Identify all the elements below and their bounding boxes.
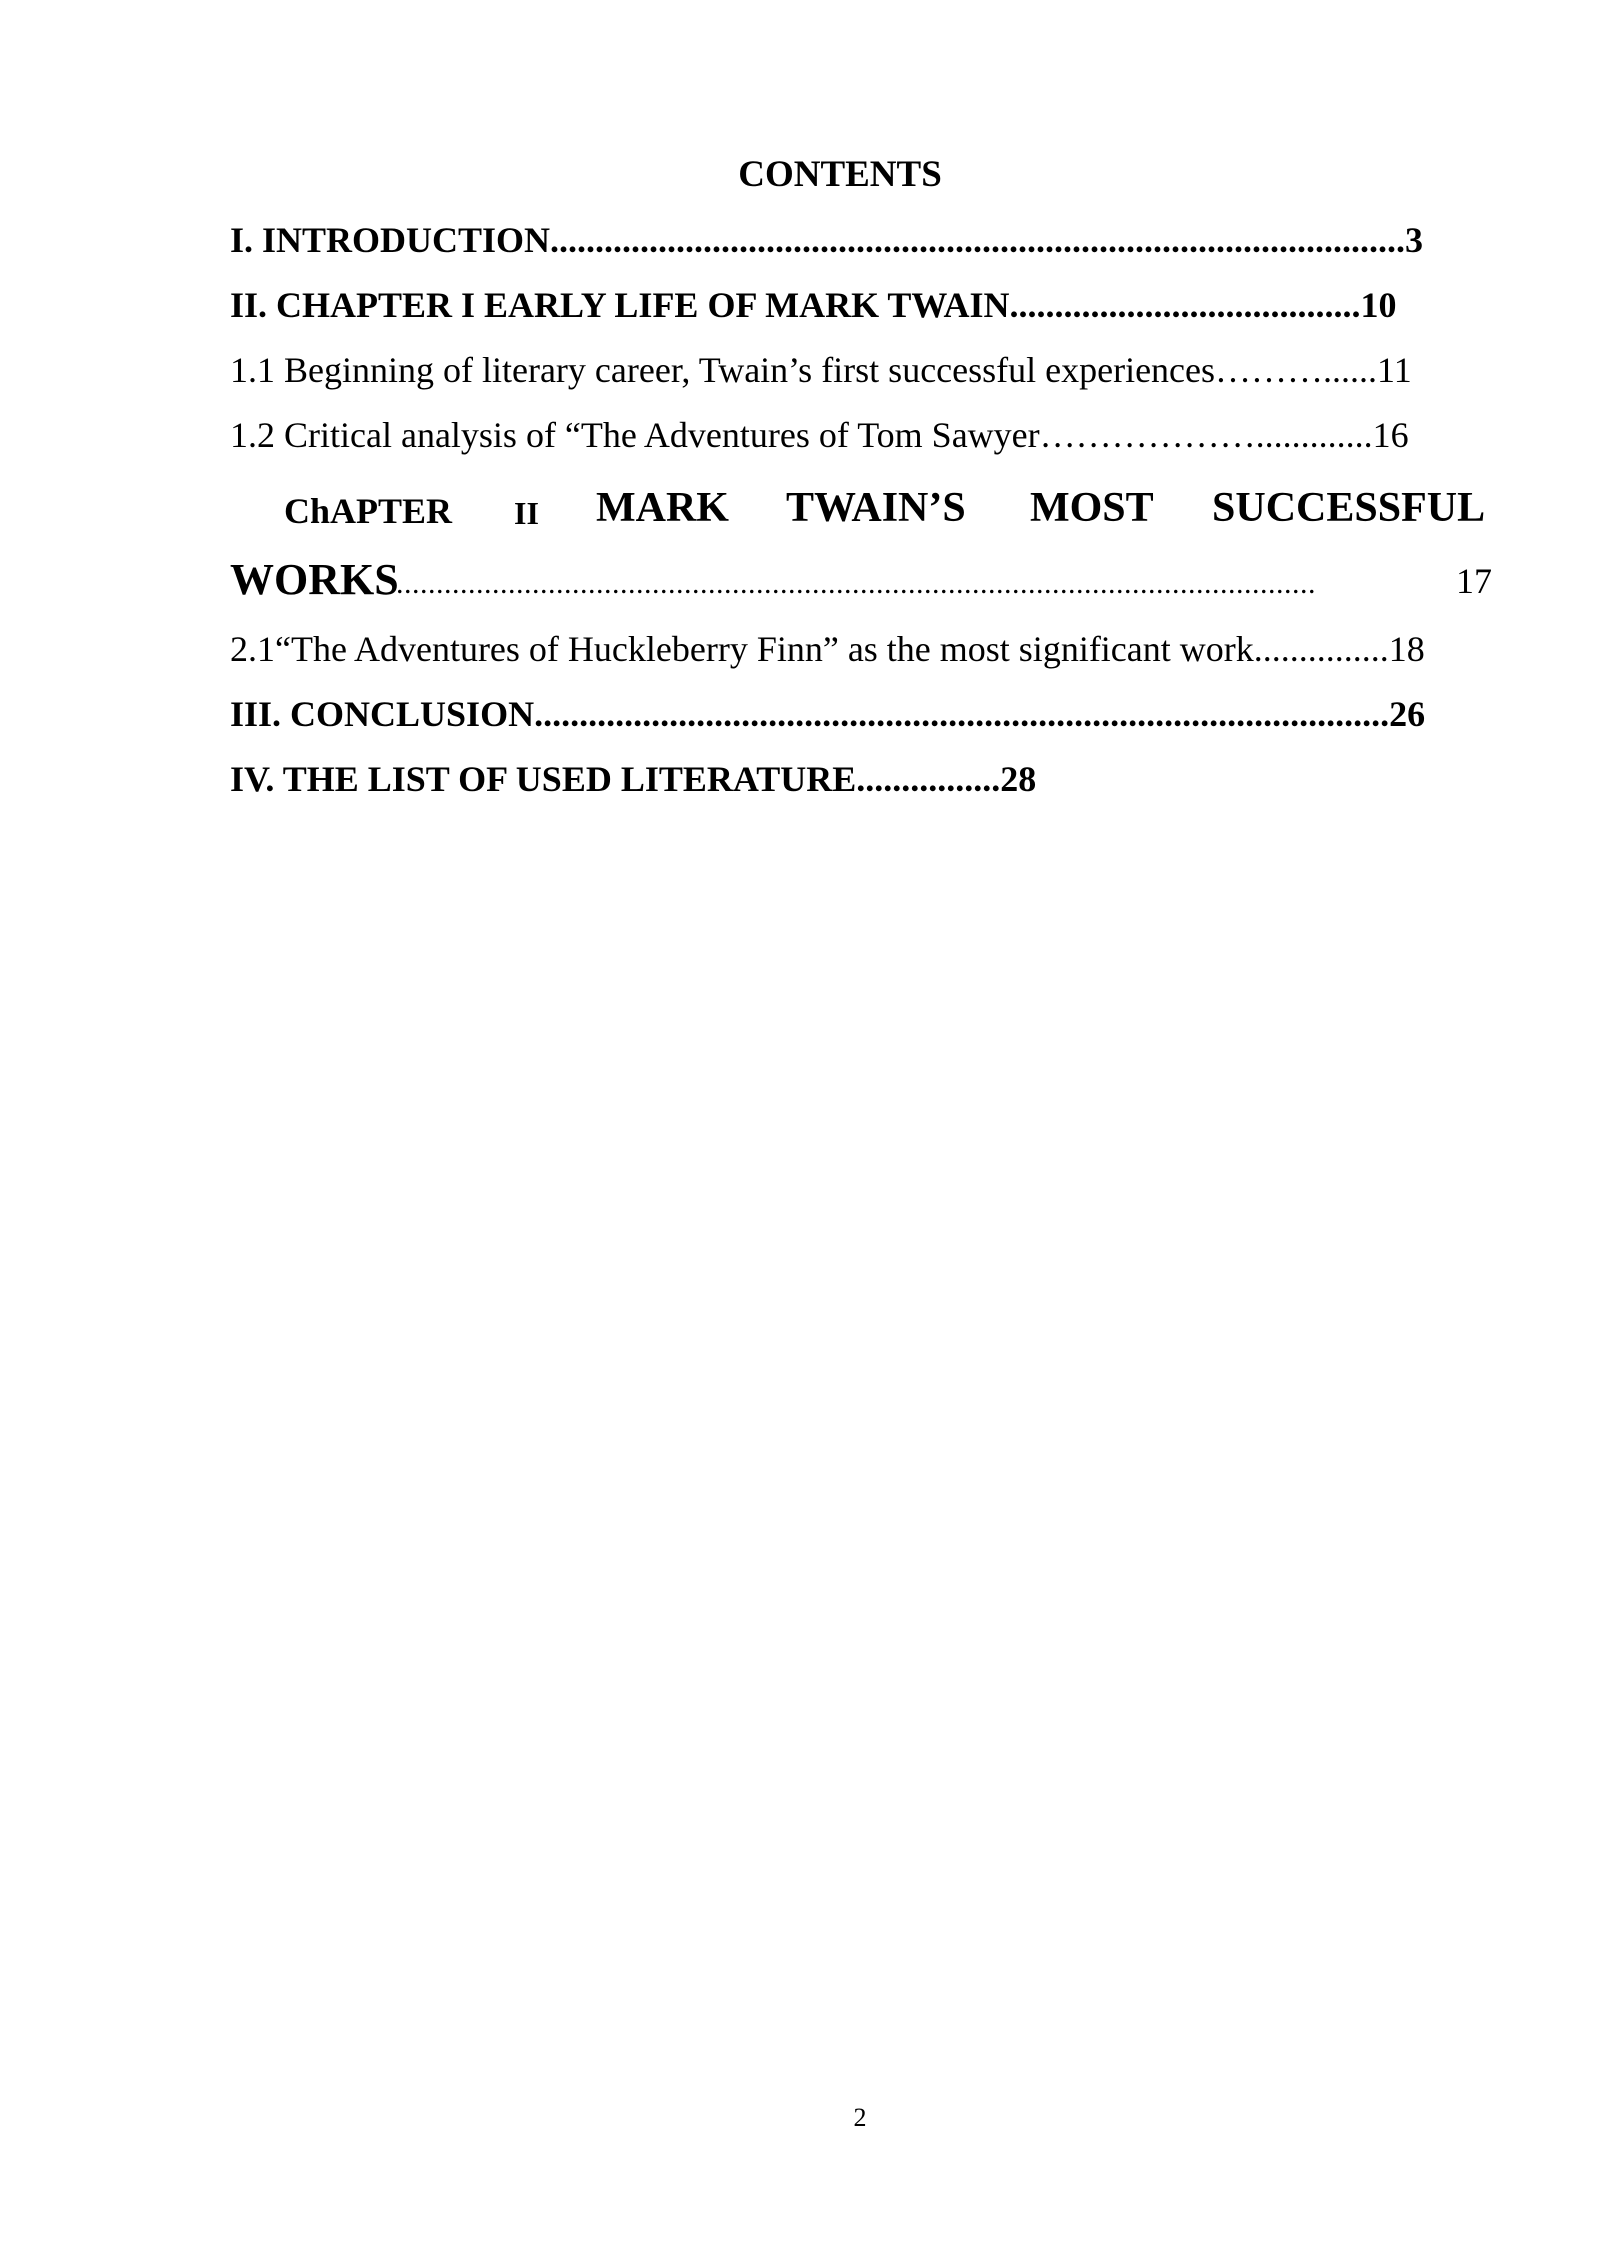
toc-entry-chapter-2-continuation	[230, 554, 1492, 606]
chapter-2-word-3: MOST	[1030, 485, 1154, 531]
toc-entry-introduction: I. INTRODUCTION...............................................................................................3	[230, 220, 1424, 260]
toc-entry-conclusion: III. CONCLUSION...............................................................................................26	[230, 694, 1426, 734]
chapter-2-word-works: WORKS	[230, 555, 399, 604]
toc-entry-chapter-1: II. CHAPTER I EARLY LIFE OF MARK TWAIN.......................................10	[230, 285, 1397, 325]
toc-entry-2-1: 2.1“The Adventures of Huckleberry Finn” as the most significant work...............18	[230, 629, 1425, 669]
chapter-2-leader-dots: ...................................................................................................................	[396, 567, 1316, 600]
toc-entry-1-2: 1.2 Critical analysis of “The Adventures of Tom Sawyer……………….............16	[230, 415, 1409, 455]
chapter-2-roman-numeral: II	[514, 495, 539, 531]
page-number: 2	[853, 2103, 867, 2132]
chapter-2-word-1: MARK	[596, 485, 729, 531]
chapter-2-page-number: 17	[1456, 561, 1492, 601]
toc-entry-chapter-2-heading	[230, 482, 1492, 532]
chapter-2-word-chapter: ChAPTER	[284, 491, 453, 531]
contents-heading: CONTENTS	[738, 154, 942, 195]
toc-entry-literature: IV. THE LIST OF USED LITERATURE................28	[230, 759, 1037, 799]
toc-entry-1-1: 1.1 Beginning of literary career, Twain’s first successful experiences………......11	[230, 350, 1412, 390]
chapter-2-word-4: SUCCESSFUL	[1212, 485, 1486, 531]
chapter-2-word-2: TWAIN’S	[786, 485, 966, 531]
